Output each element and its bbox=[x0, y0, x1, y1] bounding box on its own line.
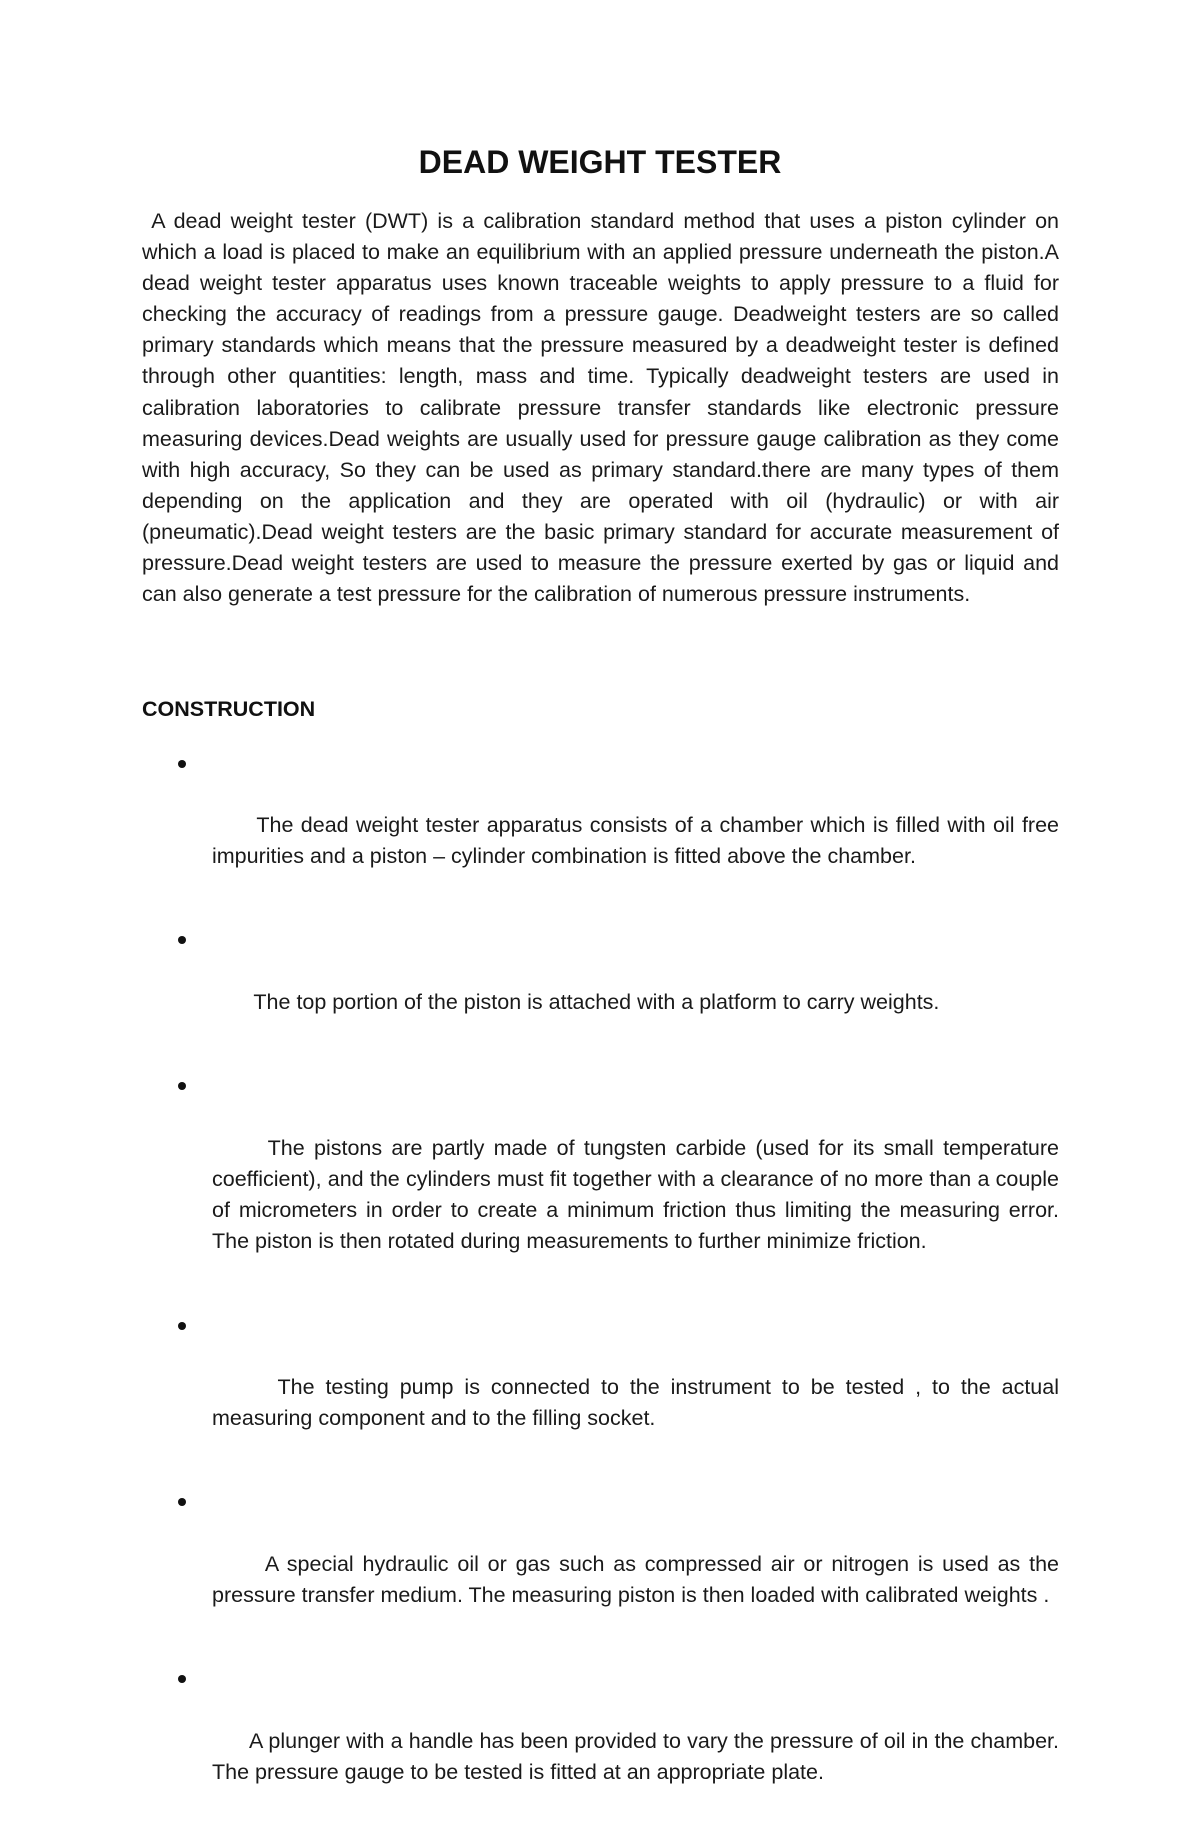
bullet-icon bbox=[175, 1487, 189, 1518]
bullet-icon bbox=[175, 1071, 189, 1102]
list-item-text: The top portion of the piston is attached with a platform to carry weights. bbox=[247, 990, 940, 1015]
bullet-icon bbox=[175, 925, 189, 956]
bullet-icon bbox=[175, 1310, 189, 1341]
section-heading-construction: CONSTRUCTION bbox=[142, 697, 316, 721]
intro-paragraph: A dead weight tester (DWT) is a calibration standard method that uses a piston cylinder on which a load is placed to make an equilibrium with an applied pressure underneath the piston.A dead weight tester apparatus uses known traceable weights to apply pressure to a fluid for checking the accuracy of readings from a pressure gauge. Deadweight testers are so called primary standards which means that the pressure measured by a deadweight tester is defined through other quantities: length, mass and time. Typically deadweight testers are used in calibration laboratories to calibrate pressure transfer standards like electronic pressure measuring devices.Dead weights are usually used for pressure gauge calibration as they come with high accuracy, So they can be used as primary standard.there are many types of them depending on the application and they are operated with oil (hydraulic) or with air (pneumatic).Dead weight testers are the basic primary standard for accurate measurement of pressure.Dead weight testers are used to measure the pressure exerted by gas or liquid and can also generate a test pressure for the calibration of numerous pressure instruments. bbox=[142, 209, 1065, 607]
list-item-text: The pistons are partly made of tungsten carbide (used for its small temperature coefficient), and the cylinders must fit together with a clearance of no more than a couple of micrometers in order to create a minimum friction thus limiting the measuring error. The piston is then rotated during measurements to further minimize friction. bbox=[212, 1136, 1065, 1254]
construction-list bbox=[142, 748, 1065, 1841]
list-item bbox=[142, 1310, 1065, 1465]
bullet-icon bbox=[175, 748, 189, 779]
list-item-text: The testing pump is connected to the instrument to be tested , to the actual measuring component and to the filling socket. bbox=[212, 1375, 1065, 1431]
bullet-icon bbox=[175, 1664, 189, 1695]
list-item-text: The dead weight tester apparatus consists of a chamber which is filled with oil free impurities and a piston – cylinder combination is fitted above the chamber. bbox=[212, 813, 1065, 869]
list-item-text: A special hydraulic oil or gas such as compressed air or nitrogen is used as the pressure transfer medium. The measuring piston is then loaded with calibrated weights . bbox=[212, 1552, 1065, 1608]
document-title: DEAD WEIGHT TESTER bbox=[418, 144, 782, 180]
list-item bbox=[142, 925, 1059, 1049]
list-item-text: A plunger with a handle has been provided to vary the pressure of oil in the chamber. The pressure gauge to be tested is fitted at an appropriate plate. bbox=[212, 1729, 1065, 1785]
list-item bbox=[142, 1664, 1065, 1819]
list-item bbox=[142, 748, 1065, 903]
list-item bbox=[142, 1487, 1065, 1642]
list-item bbox=[142, 1071, 1065, 1289]
